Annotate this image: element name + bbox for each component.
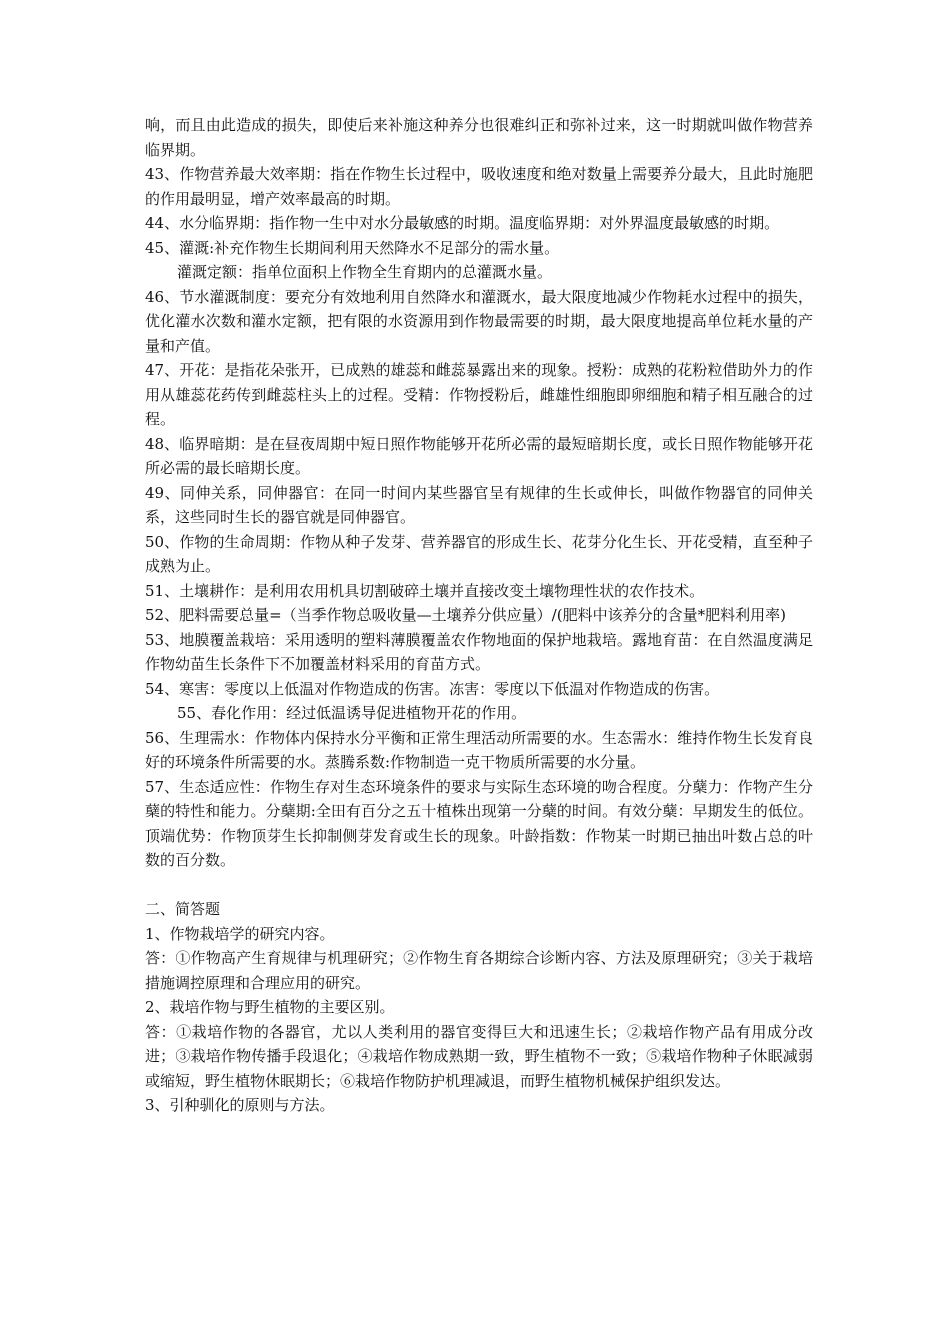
paragraph-42-continued: 响，而且由此造成的损失，即使后来补施这种养分也很难纠正和弥补过来，这一时期就叫做作物营养临界期。: [145, 116, 813, 159]
paragraph-47: 47、开花：是指花朵张开，已成熟的雄蕊和雌蕊暴露出来的现象。授粉：成熟的花粉粒借助外力的作用从雄蕊花药传到雌蕊柱头上的过程。受精：作物授粉后，雌雄性细胞即卵细胞和精子相互融合的过程。: [145, 361, 813, 428]
paragraph-53: 53、地膜覆盖栽培：采用透明的塑料薄膜覆盖农作物地面的保护地栽培。露地育苗：在自然温度满足作物幼苗生长条件下不加覆盖材料采用的育苗方式。: [145, 630, 813, 673]
paragraph-48: 48、临界暗期：是在昼夜周期中短日照作物能够开花所必需的最短暗期长度，或长日照作物能够开花所必需的最长暗期长度。: [145, 434, 813, 477]
paragraph-55: 55、春化作用：经过低温诱导促进植物开花的作用。: [177, 704, 527, 722]
paragraph-51: 51、土壤耕作：是利用农用机具切割破碎土壤并直接改变土壤物理性状的农作技术。: [145, 581, 705, 600]
blank-line: [145, 873, 813, 898]
paragraph-45: 45、灌溉:补充作物生长期间利用天然降水不足部分的需水量。: [145, 238, 560, 257]
question-2: 2、栽培作物与野生植物的主要区别。: [145, 998, 395, 1016]
paragraph-46: 46、节水灌溉制度：要充分有效地利用自然降水和灌溉水，最大限度地减少作物耗水过程中的损失，优化灌水次数和灌水定额，把有限的水资源用到作物最需要的时期，最大限度地提高单位耗水量的产量和产值。: [145, 287, 813, 355]
paragraph-45-sub: 灌溉定额：指单位面积上作物全生育期内的总灌溉水量。: [177, 263, 553, 281]
paragraph-52: 52、肥料需要总量=（当季作物总吸收量—土壤养分供应量）/(肥料中该养分的含量*肥料利用率): [145, 606, 786, 624]
question-1: 1、作物栽培学的研究内容。: [145, 924, 335, 943]
paragraph-43: 43、作物营养最大效率期：指在作物生长过程中，吸收速度和绝对数量上需要养分最大，且此时施肥的作用最明显，增产效率最高的时期。: [145, 165, 813, 208]
paragraph-50: 50、作物的生命周期：作物从种子发芽、营养器官的形成生长、花芽分化生长、开花受精，直至种子成熟为止。: [145, 532, 813, 575]
document-page: [145, 113, 813, 1118]
paragraph-57: 57、生态适应性：作物生存对生态环境条件的要求与实际生态环境的吻合程度。分蘖力：作物产生分蘖的特性和能力。分蘖期:全田有百分之五十植株出现第一分蘖的时间。有效分蘖：早期发生的低位。顶端优势：作物顶芽生长抑制侧芽发育或生长的现象。叶龄指数：作物某一时期已抽出叶数占总的叶数的百分数。: [145, 777, 813, 869]
paragraph-54: 54、寒害：零度以上低温对作物造成的伤害。冻害：零度以下低温对作物造成的伤害。: [145, 679, 720, 698]
section-title: 二、简答题: [145, 900, 221, 918]
paragraph-49: 49、同伸关系，同伸器官：在同一时间内某些器官呈有规律的生长或伸长，叫做作物器官的同伸关系，这些同时生长的器官就是同伸器官。: [145, 483, 813, 526]
question-3: 3、引种驯化的原则与方法。: [145, 1096, 335, 1114]
paragraph-56: 56、生理需水：作物体内保持水分平衡和正常生理活动所需要的水。生态需水：维持作物生长发育良好的环境条件所需要的水。蒸腾系数:作物制造一克干物质所需要的水分量。: [145, 728, 813, 771]
answer-1: 答：①作物高产生育规律与机理研究；②作物生育各期综合诊断内容、方法及原理研究；③关于栽培措施调控原理和合理应用的研究。: [145, 949, 813, 992]
answer-2: 答：①栽培作物的各器官，尤以人类利用的器官变得巨大和迅速生长；②栽培作物产品有用成分改进；③栽培作物传播手段退化；④栽培作物成熟期一致，野生植物不一致；⑤栽培作物种子休眠减弱或缩短，野生植物休眠期长；⑥栽培作物防护机理减退，而野生植物机械保护组织发达。: [145, 1022, 813, 1090]
paragraph-44: 44、水分临界期：指作物一生中对水分最敏感的时期。温度临界期：对外界温度最敏感的时期。: [145, 214, 780, 232]
